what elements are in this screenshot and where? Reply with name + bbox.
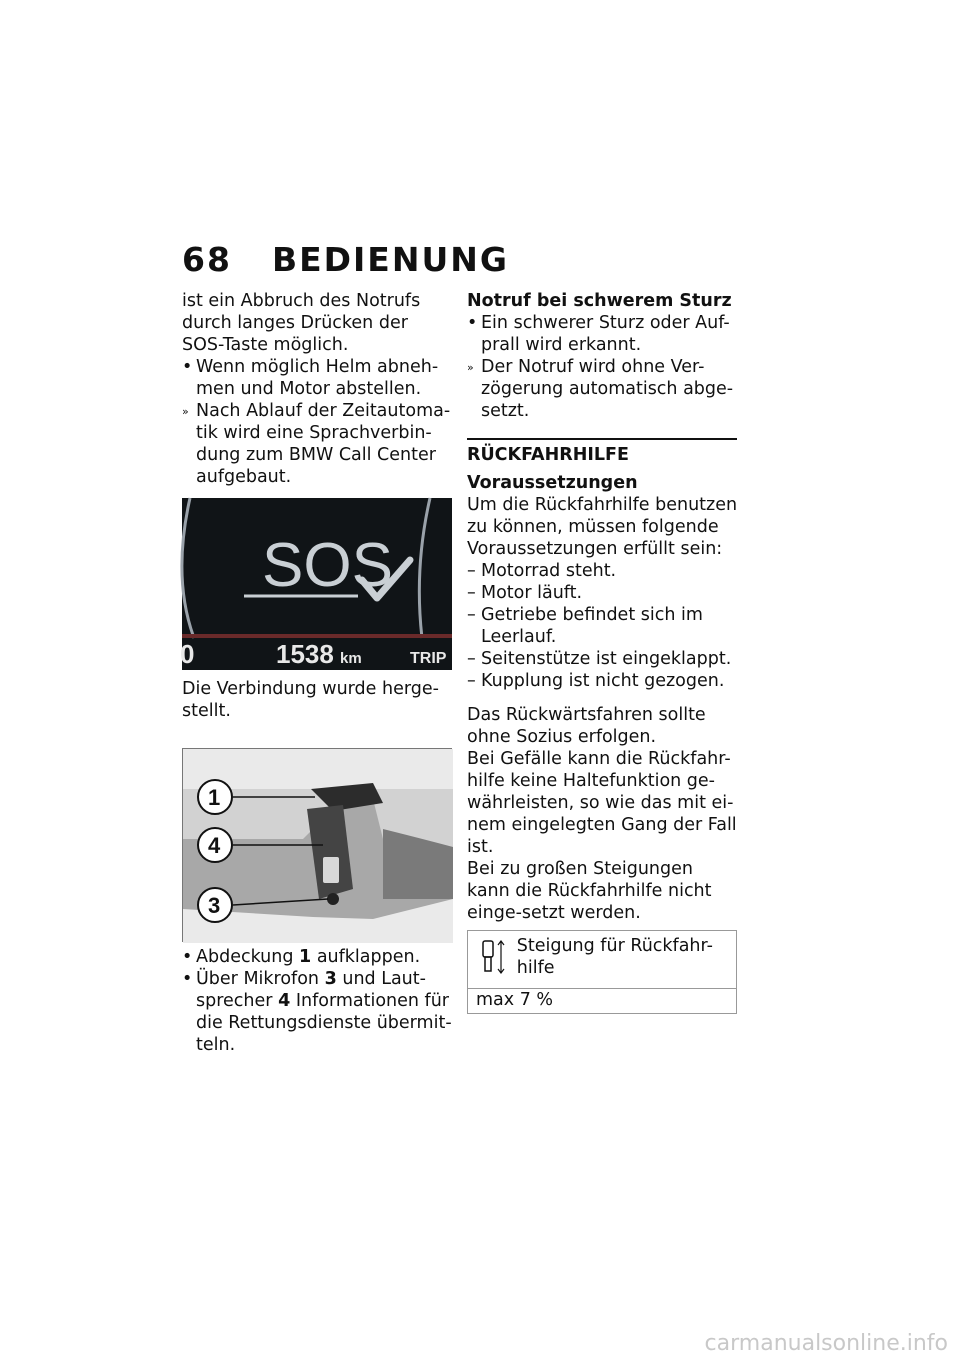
subheading: Voraussetzungen [467, 473, 638, 493]
sos-display-image [182, 498, 452, 670]
dash-icon: – [467, 671, 476, 691]
paragraph: Um die Rückfahrhilfe benutzen zu können, müssen folgende Voraussetzungen erfüllt sein: [467, 495, 738, 559]
spec-table [467, 930, 737, 1014]
gradient-icon [468, 931, 517, 988]
condition-text: Seitenstütze ist eingeklappt. [481, 649, 732, 669]
bullet-icon: • [182, 947, 193, 967]
spec-label: Steigung für Rückfahr-hilfe [516, 936, 713, 978]
step-item [182, 946, 454, 968]
section-divider [467, 438, 737, 440]
condition-item [467, 670, 739, 692]
result-item [182, 400, 454, 488]
step-text: Über Mikrofon [196, 969, 320, 989]
trip-label: TRIP [410, 650, 447, 667]
paragraph: Das Rückwärtsfahren sollte ohne Sozius erfolgen. [467, 705, 706, 747]
bullet-icon: • [182, 357, 193, 377]
condition-text: Motorrad steht. [481, 561, 617, 581]
watermark: carmanualsonline.info [704, 1331, 948, 1356]
dash-icon: – [467, 583, 476, 603]
condition-item [467, 648, 739, 670]
bullet-item [182, 356, 454, 400]
speed-digit: 0 [180, 639, 195, 669]
sos-label: SOS [262, 531, 393, 600]
result-text: Der Notruf wird ohne Ver-zögerung automatisch abge-setzt. [481, 357, 734, 421]
distance-value: 1538 [276, 639, 334, 669]
left-column [182, 290, 454, 1056]
page-header [182, 240, 509, 279]
bullet-icon: • [182, 969, 193, 989]
step-text: Informationen für die Rettungsdienste übermit-teln. [196, 991, 452, 1055]
sos-display-graphic [182, 498, 452, 670]
section-heading: RÜCKFAHRHILFE [467, 445, 629, 465]
condition-item [467, 582, 739, 604]
paragraph: Bei zu großen Steigungen kann die Rückfahrhilfe nicht einge-setzt werden. [467, 859, 712, 923]
callout-4: 4 [208, 833, 221, 858]
step-text: Abdeckung [196, 947, 294, 967]
spec-row-header [468, 931, 736, 989]
result-text: Nach Ablauf der Zeitautoma-tik wird eine Sprachverbin-dung zum BMW Call Center aufgebaut. [196, 401, 451, 487]
condition-text: Motor läuft. [481, 583, 583, 603]
step-text: aufklappen. [316, 947, 421, 967]
dash-icon: – [467, 561, 476, 581]
section-title: BEDIENUNG [271, 240, 509, 279]
step-ref-number: 1 [299, 947, 312, 967]
bullet-text: Ein schwerer Sturz oder Auf-prall wird erkannt. [481, 313, 730, 355]
condition-text: Kupplung ist nicht gezogen. [481, 671, 725, 691]
handlebar-graphic [183, 749, 453, 943]
subheading: Notruf bei schwerem Sturz [467, 291, 732, 311]
condition-item [467, 604, 739, 648]
step-ref-number: 4 [278, 991, 291, 1011]
paragraph: Bei Gefälle kann die Rückfahr-hilfe keine Haltefunktion ge-währleisten, so wie das mit ei-nem eingelegten Gang der Fall ist. [467, 749, 737, 857]
step-ref-number: 3 [324, 969, 337, 989]
dash-icon: – [467, 649, 476, 669]
callout-3: 3 [208, 893, 221, 918]
page-number: 68 [182, 240, 232, 279]
callout-1: 1 [208, 785, 221, 810]
result-item [467, 356, 739, 422]
intro-paragraph: ist ein Abbruch des Notrufs durch langes Drücken der SOS-Taste möglich. [182, 291, 421, 355]
bullet-item [467, 312, 739, 356]
right-column [467, 290, 739, 1014]
result-arrow-icon: » [182, 405, 189, 418]
bullet-icon: • [467, 313, 478, 333]
result-arrow-icon: » [467, 361, 474, 374]
slope-icon [475, 937, 509, 977]
display-caption: Die Verbindung wurde herge-stellt. [182, 679, 439, 721]
handlebar-image [182, 748, 452, 942]
dash-icon: – [467, 605, 476, 625]
condition-item [467, 560, 739, 582]
spec-value: max 7 % [476, 990, 554, 1010]
condition-text: Getriebe befindet sich im Leerlauf. [481, 605, 703, 647]
step-item [182, 968, 454, 1056]
step-text: und Laut-sprecher [196, 969, 426, 1011]
distance-unit: km [340, 650, 362, 667]
bullet-text: Wenn möglich Helm abneh-men und Motor abstellen. [196, 357, 439, 399]
